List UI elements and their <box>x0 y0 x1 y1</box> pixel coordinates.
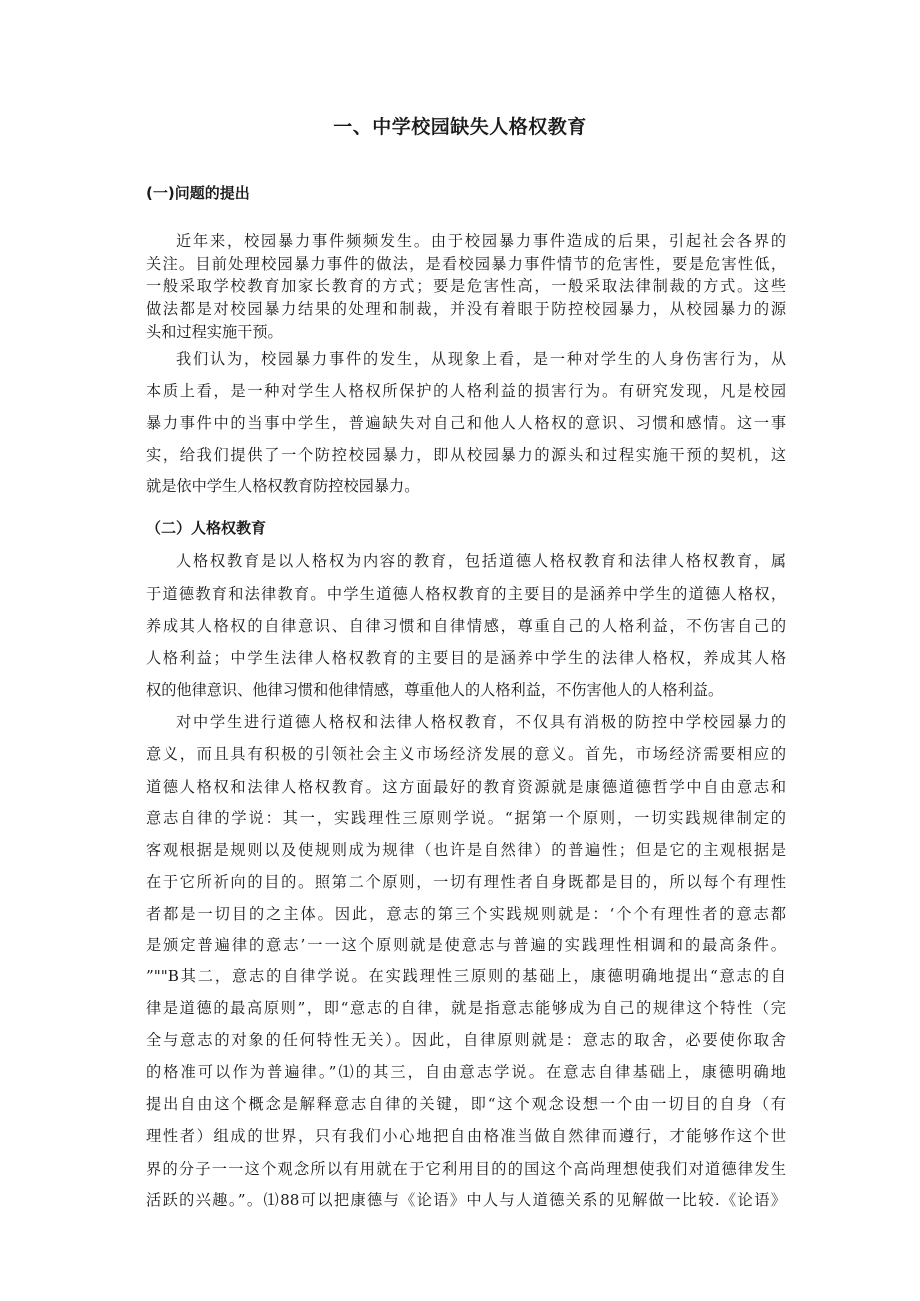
paragraph-line: 界的分子一一这个观念所以有用就在于它利用目的的国这个高尚理想使我们对道德律发生 <box>146 1160 786 1178</box>
paragraph-line: 道德人格权和法律人格权教育。这方面最好的教育资源就是康德道德哲学中自由意志和 <box>146 778 786 796</box>
paragraph-line: 权的他律意识、他律习惯和他律情感，尊重他人的人格利益，不伤害他人的人格利益。 <box>146 681 724 699</box>
paragraph-line: ”""B其二，意志的自律学说。在实践理性三原则的基础上，康德明确地提出“意志的自 <box>146 967 786 985</box>
paragraph-line: 活跃的兴趣。”。⑴88可以把康德与《论语》中人与人道德关系的见解做一比较.《论语》 <box>146 1191 786 1209</box>
paragraph-line: 全与意志的对象的任何特性无关）。因此，自律原则就是：意志的取舍，必要使你取舍 <box>146 1031 786 1049</box>
paragraph-line: 人格权教育是以人格权为内容的教育，包括道德人格权教育和法律人格权教育，属 <box>176 552 786 570</box>
paragraph-line: 我们认为，校园暴力事件的发生，从现象上看，是一种对学生的人身伤害行为，从 <box>176 350 786 368</box>
paragraph-line: 实，给我们提供了一个防控校园暴力，即从校园暴力的源头和过程实施干预的契机，这 <box>146 446 786 464</box>
paragraph-line: 近年来，校园暴力事件频频发生。由于校园暴力事件造成的后果，引起社会各界的 <box>176 232 786 250</box>
paragraph-line: 律是道德的最高原则”，即“意志的自律，就是指意志能够成为自己的规律这个特性（完 <box>146 999 786 1017</box>
paragraph-line: 理性者）组成的世界，只有我们小心地把自由格准当做自然律而遵行，才能够作这个世 <box>146 1127 786 1145</box>
paragraph-line: 的格准可以作为普遍律。”⑴的其三，自由意志学说。在意志自律基础上，康德明确地 <box>146 1063 786 1081</box>
paragraph-line: 在于它所祈向的目的。照第二个原则，一切有理性者自身既都是目的，所以每个有理性 <box>146 873 786 891</box>
paragraph-line: 养成其人格权的自律意识、自律习惯和自律情感，尊重自己的人格利益，不伤害自己的 <box>146 617 786 635</box>
paragraph-line: 关注。目前处理校园暴力事件的做法，是看校园暴力事件情节的危害性，要是危害性低， <box>146 255 786 273</box>
paragraph-line: 意志自律的学说：其一，实践理性三原则学说。“据第一个原则，一切实践规律制定的 <box>146 809 786 827</box>
paragraph-line: 做法都是对校园暴力结果的处理和制裁，并没有着眼于防控校园暴力，从校园暴力的源 <box>146 300 786 318</box>
paragraph-line: 就是依中学生人格权教育防控校园暴力。 <box>146 477 420 495</box>
paragraph-line: 一般采取学校教育加家长教育的方式；要是危害性高，一般采取法律制裁的方式。这些 <box>146 277 786 295</box>
paragraph-line: 于道德教育和法律教育。中学生道德人格权教育的主要目的是涵养中学生的道德人格权， <box>146 585 786 603</box>
paragraph-line: 客观根据是规则以及使规则成为规律（也许是自然律）的普遍性；但是它的主观根据是 <box>146 841 786 859</box>
section-heading-1: (一)问题的提出 <box>146 184 250 202</box>
paragraph-line: 者都是一切目的之主体。因此，意志的第三个实践规则就是：‘个个有理性者的意志都 <box>146 905 786 923</box>
section-heading-2: （二）人格权教育 <box>146 519 267 537</box>
paragraph-line: 是颁定普遍律的意志’一一这个原则就是使意志与普遍的实践理性相调和的最高条件。 <box>146 936 786 954</box>
paragraph-line: 意义，而且具有积极的引领社会主义市场经济发展的意义。首先，市场经济需要相应的 <box>146 745 786 763</box>
paragraph-line: 人格利益；中学生法律人格权教育的主要目的是涵养中学生的法律人格权，养成其人格 <box>146 649 786 667</box>
paragraph-line: 本质上看，是一种对学生人格权所保护的人格利益的损害行为。有研究发现，凡是校园 <box>146 382 786 400</box>
paragraph-line: 对中学生进行道德人格权和法律人格权教育，不仅具有消极的防控中学校园暴力的 <box>176 713 786 731</box>
paragraph-line: 提出自由这个概念是解释意志自律的关键，即“这个观念设想一个由一切目的自身（有 <box>146 1095 786 1113</box>
page-title: 一、中学校园缺失人格权教育 <box>333 116 587 138</box>
paragraph-line: 暴力事件中的当事中学生，普遍缺失对自己和他人人格权的意识、习惯和感情。这一事 <box>146 414 786 432</box>
paragraph-line: 头和过程实施干预。 <box>146 323 283 341</box>
